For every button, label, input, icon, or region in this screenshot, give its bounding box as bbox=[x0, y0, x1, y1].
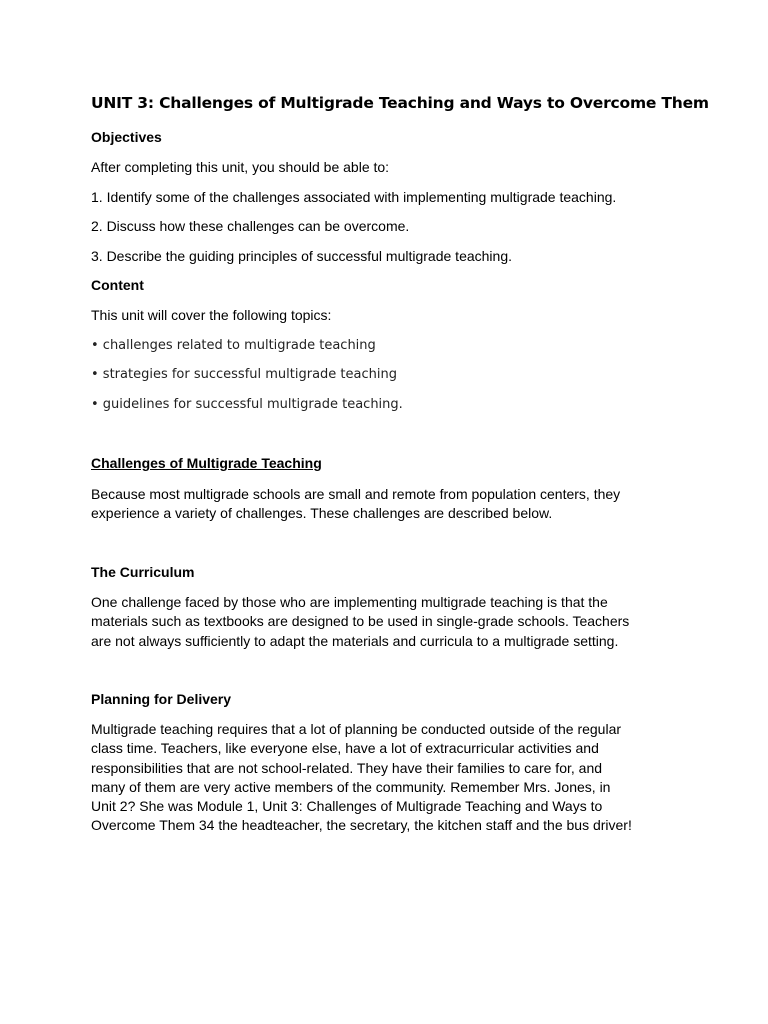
paragraph-line: experience a variety of challenges. These challenges are described below. bbox=[91, 505, 553, 522]
content-heading: Content bbox=[91, 277, 144, 293]
paragraph-line: One challenge faced by those who are implementing multigrade teaching is that the bbox=[91, 594, 608, 610]
objectives-heading: Objectives bbox=[91, 129, 162, 145]
paragraph-line: responsibilities that are not school-related. They have their families to care for, and bbox=[91, 759, 603, 776]
challenges-paragraph bbox=[91, 485, 691, 524]
planning-paragraph bbox=[91, 720, 691, 836]
topic-bullet: • strategies for successful multigrade teaching bbox=[91, 367, 397, 382]
objectives-intro: After completing this unit, you should be able to: bbox=[91, 159, 390, 175]
paragraph-line: Because most multigrade schools are small and remote from population centers, they bbox=[91, 486, 621, 502]
curriculum-heading: The Curriculum bbox=[91, 564, 195, 580]
objective-item: 2. Discuss how these challenges can be overcome. bbox=[91, 218, 410, 234]
topic-bullet: • guidelines for successful multigrade teaching. bbox=[91, 397, 403, 412]
paragraph-line: Overcome Them 34 the headteacher, the secretary, the kitchen staff and the bus driver! bbox=[91, 817, 632, 834]
paragraph-line: Multigrade teaching requires that a lot of planning be conducted outside of the regular bbox=[91, 721, 622, 737]
content-intro: This unit will cover the following topics: bbox=[91, 307, 332, 323]
paragraph-line: materials such as textbooks are designed to be used in single-grade schools. Teachers bbox=[91, 613, 630, 630]
paragraph-line: many of them are very active members of the community. Remember Mrs. Jones, in bbox=[91, 778, 611, 795]
paragraph-line: are not always sufficiently to adapt the materials and curricula to a multigrade setting. bbox=[91, 632, 619, 649]
challenges-heading: Challenges of Multigrade Teaching bbox=[91, 455, 322, 471]
planning-heading: Planning for Delivery bbox=[91, 691, 232, 707]
objective-item: 3. Describe the guiding principles of successful multigrade teaching. bbox=[91, 248, 513, 264]
objective-item: 1. Identify some of the challenges associated with implementing multigrade teaching. bbox=[91, 189, 617, 205]
topic-bullet: • challenges related to multigrade teaching bbox=[91, 338, 376, 353]
paragraph-line: Unit 2? She was Module 1, Unit 3: Challenges of Multigrade Teaching and Ways to bbox=[91, 798, 603, 815]
curriculum-paragraph bbox=[91, 593, 691, 651]
paragraph-line: class time. Teachers, like everyone else, have a lot of extracurricular activities and bbox=[91, 740, 599, 757]
unit-title: UNIT 3: Challenges of Multigrade Teaching and Ways to Overcome Them bbox=[91, 94, 709, 112]
